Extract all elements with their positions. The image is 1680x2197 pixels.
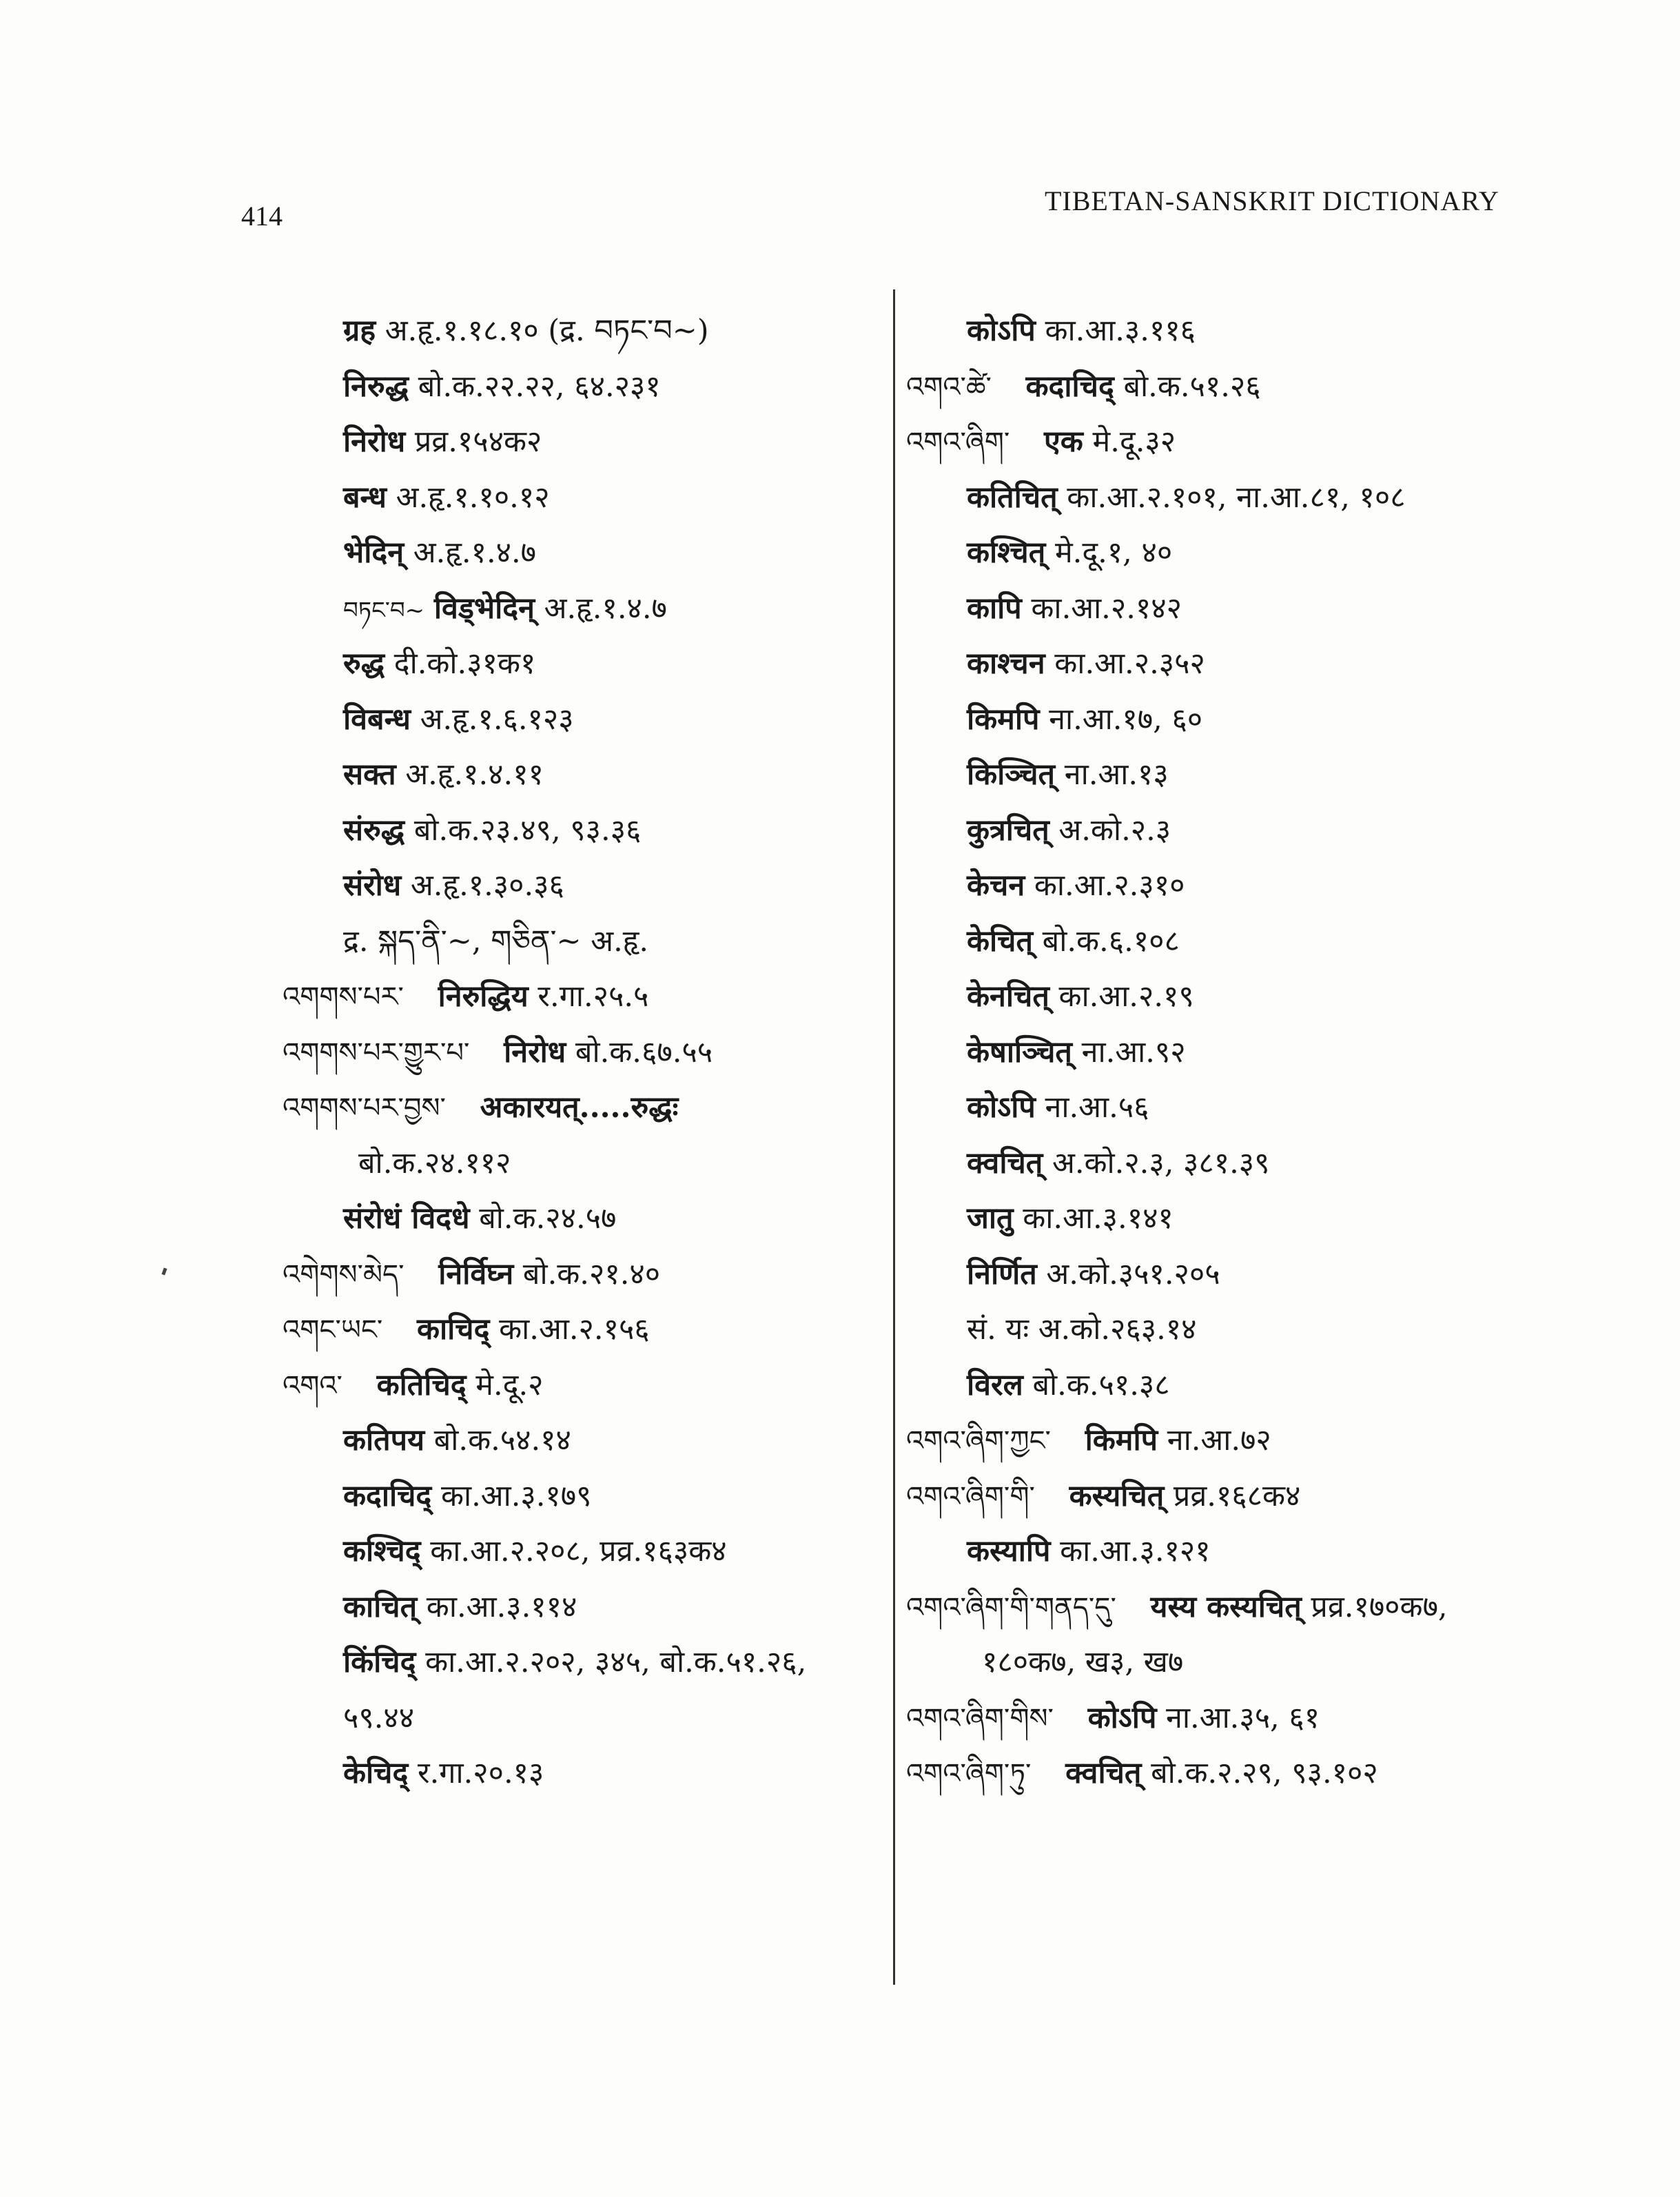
sanskrit-equivalent: कस्यापि (967, 1534, 1051, 1568)
sanskrit-equivalent: कतिपय (343, 1423, 425, 1458)
tibetan-compound: བཏང་བ~ (343, 596, 425, 624)
dictionary-sense-line (906, 1302, 1664, 1358)
source-reference: बो.क.२४.११२ (358, 1145, 511, 1181)
dictionary-headword-entry (283, 969, 889, 1025)
dictionary-sense-line (906, 1635, 1664, 1690)
sanskrit-equivalent: काचिद् (417, 1312, 490, 1347)
sanskrit-equivalent: निरुद्ध (343, 369, 409, 404)
source-reference: प्रव्र.१५४क२ (414, 425, 542, 459)
dictionary-sense-line (283, 1413, 889, 1469)
sanskrit-equivalent: निरुद्धिय (438, 979, 529, 1014)
dictionary-sense-line (283, 1690, 889, 1746)
tibetan-headword: འགགས་པར་གྱུར་པ་ (283, 1036, 470, 1069)
dictionary-sense-line (906, 747, 1664, 803)
sanskrit-equivalent: कतिचित् (967, 480, 1058, 515)
source-reference: ना.आ.९२ (1081, 1034, 1186, 1070)
dictionary-sense-line (283, 581, 889, 637)
source-reference: बो.क.२४.५७ (479, 1201, 617, 1236)
tibetan-headword: འགའ་ཞིག་ཏུ་ (906, 1758, 1032, 1790)
sanskrit-equivalent: किमपि (1085, 1423, 1158, 1458)
source-reference: बो.क.५१.२६ (1123, 369, 1261, 404)
dictionary-sense-line (283, 1191, 889, 1247)
source-reference: का.आ.३.१४१ (1023, 1201, 1174, 1236)
sanskrit-equivalent: अकारयत्.....रुद्धः (480, 1090, 679, 1125)
dictionary-sense-line (283, 1469, 889, 1524)
dictionary-sense-line (283, 803, 889, 859)
source-reference: ना.आ.७२ (1167, 1423, 1271, 1458)
source-reference: का.आ.३.११६ (1045, 314, 1196, 348)
dictionary-sense-line (283, 1635, 889, 1690)
sanskrit-equivalent: कोऽपि (967, 1090, 1036, 1125)
tibetan-headword: འགའ་ཞིག་གི་གནད་དུ་ (906, 1591, 1116, 1624)
dictionary-sense-line (283, 303, 889, 359)
dictionary-headword-entry (906, 1413, 1664, 1469)
dictionary-headword-entry (283, 1025, 889, 1081)
sanskrit-equivalent: क्वचित् (1065, 1756, 1142, 1790)
sanskrit-equivalent: भेदिन् (343, 535, 404, 570)
source-reference: अ.हृ.१.६.१२३ (420, 702, 574, 737)
sanskrit-equivalent: निरोध (504, 1034, 566, 1070)
sanskrit-equivalent: काश्चन (967, 646, 1045, 681)
sanskrit-equivalent: संरोधं विदधे (343, 1201, 470, 1236)
dictionary-sense-line (283, 636, 889, 692)
dictionary-sense-line (283, 1524, 889, 1580)
dictionary-sense-line (906, 303, 1664, 359)
tibetan-headword: འགེགས་མེད་ (283, 1258, 404, 1291)
source-reference: बो.क.६.१०८ (1042, 923, 1180, 959)
sanskrit-equivalent: केचित् (967, 923, 1033, 959)
sanskrit-equivalent: संरुद्ध (343, 813, 405, 848)
sanskrit-equivalent: केनचित् (967, 979, 1049, 1014)
dictionary-sense-line (283, 525, 889, 581)
sanskrit-equivalent: किञ्चित् (967, 757, 1056, 792)
source-reference: र.गा.२०.१३ (417, 1756, 544, 1790)
source-reference: द्र. སྐད་ནི་~, གཅིན་~ अ.हृ. (343, 923, 649, 959)
sanskrit-equivalent: एक (1044, 425, 1083, 459)
dictionary-sense-line (906, 1358, 1664, 1413)
source-reference: मे.दू.१, ४० (1054, 535, 1173, 570)
source-reference: ना.आ.५६ (1045, 1090, 1149, 1125)
source-reference: का.आ.२.२०८, प्रव्र.१६३क४ (430, 1534, 727, 1568)
sanskrit-equivalent: किंचिद् (343, 1645, 416, 1679)
dictionary-sense-line (906, 581, 1664, 637)
dictionary-headword-entry (283, 1358, 889, 1413)
dictionary-sense-line (906, 1247, 1664, 1302)
sanskrit-equivalent: क्वचित् (967, 1145, 1043, 1181)
sanskrit-equivalent: कुत्रचित् (967, 813, 1049, 848)
dictionary-sense-line (906, 636, 1664, 692)
dictionary-sense-line (283, 692, 889, 748)
sanskrit-equivalent: केषाञ्चित् (967, 1034, 1072, 1070)
source-reference: बो.क.५१.३८ (1032, 1367, 1170, 1402)
dictionary-sense-line (283, 1136, 889, 1192)
source-reference: अ.हृ.१.४.७ (544, 591, 667, 626)
source-reference: दी.को.३१क१ (393, 646, 536, 681)
dictionary-sense-line (283, 1580, 889, 1635)
source-reference: का.आ.२.३५२ (1054, 646, 1205, 681)
dictionary-sense-line (283, 359, 889, 415)
tibetan-headword: འགའ་ (283, 1369, 342, 1402)
sanskrit-equivalent: विरल (967, 1367, 1023, 1402)
dictionary-sense-line (906, 692, 1664, 748)
dictionary-sense-line (906, 1191, 1664, 1247)
tibetan-headword: འགགས་པར་ (283, 981, 404, 1013)
source-reference: ना.आ.१७, ६० (1049, 702, 1203, 737)
left-column (283, 303, 889, 1801)
source-reference: अ.को.३५१.२०५ (1046, 1256, 1220, 1291)
source-reference: प्रव्र.१६८क४ (1173, 1478, 1301, 1513)
dictionary-sense-line (283, 1746, 889, 1801)
dictionary-sense-line (283, 470, 889, 526)
dictionary-headword-entry (283, 1080, 889, 1136)
source-reference: ना.आ.३५, ६१ (1166, 1700, 1320, 1735)
sanskrit-equivalent: निरोध (343, 425, 406, 459)
dictionary-sense-line (906, 803, 1664, 859)
sanskrit-equivalent: कापि (967, 591, 1022, 626)
sanskrit-equivalent: कतिचिद् (376, 1367, 467, 1402)
dictionary-sense-line (906, 914, 1664, 970)
right-column (906, 303, 1664, 1801)
source-reference: अ.हृ.१.३०.३६ (410, 868, 564, 903)
dictionary-headword-entry (906, 1746, 1664, 1801)
dictionary-sense-line (283, 858, 889, 914)
scan-speck (161, 1267, 167, 1275)
source-reference: का.आ.२.३१० (1034, 868, 1185, 903)
sanskrit-equivalent: निर्णित (967, 1256, 1037, 1291)
dictionary-headword-entry (906, 1580, 1664, 1635)
sanskrit-equivalent: कदाचिद् (1025, 369, 1114, 404)
source-reference: का.आ.२.१४२ (1031, 591, 1182, 626)
source-reference: का.आ.२.१९ (1058, 979, 1194, 1014)
dictionary-headword-entry (906, 414, 1664, 470)
dictionary-headword-entry (283, 1247, 889, 1302)
dictionary-sense-line (906, 858, 1664, 914)
sanskrit-equivalent: कश्चिद् (343, 1534, 421, 1568)
dictionary-sense-line (283, 747, 889, 803)
source-reference: ना.आ.१३ (1064, 757, 1169, 792)
sanskrit-equivalent: बन्ध (343, 480, 387, 515)
dictionary-sense-line (906, 969, 1664, 1025)
source-reference: का.आ.२.१५६ (499, 1312, 650, 1347)
tibetan-headword: འགའ་ཚེ་ (906, 371, 992, 403)
source-reference: अ.को.२.३, ३८१.३९ (1052, 1145, 1270, 1181)
sanskrit-equivalent: निर्विघ्न (438, 1256, 514, 1291)
sanskrit-equivalent: कोऽपि (967, 314, 1036, 348)
source-reference: बो.क.६७.५५ (575, 1034, 713, 1070)
running-head: TIBETAN-SANSKRIT DICTIONARY (1045, 185, 1499, 216)
dictionary-sense-line (906, 1025, 1664, 1081)
dictionary-sense-line (283, 914, 889, 970)
sanskrit-equivalent: जातु (967, 1201, 1014, 1236)
dictionary-sense-line (906, 1524, 1664, 1580)
dictionary-sense-line (283, 414, 889, 470)
sanskrit-equivalent: कदाचिद् (343, 1478, 432, 1513)
dictionary-sense-line (906, 470, 1664, 526)
source-reference: अ.हृ.१.१०.१२ (396, 480, 550, 515)
sanskrit-equivalent: कोऽपि (1087, 1700, 1157, 1735)
sanskrit-equivalent: ग्रह (343, 314, 376, 348)
source-reference: ५९.४४ (343, 1700, 415, 1735)
sanskrit-equivalent: केचिद् (343, 1756, 409, 1790)
dictionary-headword-entry (283, 1302, 889, 1358)
dictionary-sense-line (906, 1136, 1664, 1192)
dictionary-headword-entry (906, 1690, 1664, 1746)
source-reference: अ.हृ.१.४.११ (405, 757, 544, 792)
dictionary-headword-entry (906, 359, 1664, 415)
sanskrit-equivalent: संरोध (343, 868, 402, 903)
sanskrit-equivalent: काचित् (343, 1589, 418, 1624)
page-number: 414 (241, 201, 283, 232)
sanskrit-equivalent: कश्चित् (967, 535, 1046, 570)
sanskrit-equivalent: विड्भेदिन् (433, 591, 535, 626)
tibetan-headword: འགའ་ཞིག་གི་ (906, 1480, 1035, 1513)
tibetan-headword: འགགས་པར་བྱས་ (283, 1092, 446, 1124)
source-reference: का.आ.२.१०१, ना.आ.८१, १०८ (1067, 480, 1406, 515)
sanskrit-equivalent: किमपि (967, 702, 1040, 737)
column-divider (893, 289, 895, 1985)
source-reference: १८०क७, ख३, ख७ (982, 1645, 1184, 1679)
source-reference: बो.क.२१.४० (522, 1256, 661, 1291)
tibetan-headword: འགའ་ཞིག་ཀྱང་ (906, 1425, 1051, 1457)
dictionary-sense-line (906, 1080, 1664, 1136)
source-reference: का.आ.३.१७९ (440, 1478, 592, 1513)
sanskrit-equivalent: विबन्ध (343, 702, 411, 737)
source-reference: का.आ.२.२०२, ३४५, बो.क.५१.२६, (425, 1645, 807, 1679)
source-reference: र.गा.२५.५ (537, 979, 649, 1014)
source-reference: प्रव्र.१७०क७, (1311, 1589, 1448, 1624)
tibetan-headword: འགའ་ཞིག་ (906, 427, 1010, 458)
sanskrit-equivalent: यस्य कस्यचित् (1150, 1589, 1302, 1624)
source-reference: का.आ.३.११४ (426, 1589, 577, 1624)
source-reference: बो.क.५४.१४ (433, 1423, 571, 1458)
dictionary-headword-entry (906, 1469, 1664, 1524)
tibetan-headword: འགང་ཡང་ (283, 1314, 383, 1346)
source-reference: सं. यः अ.को.२६३.१४ (967, 1312, 1197, 1347)
source-reference: मे.दू.३२ (1092, 425, 1176, 459)
sanskrit-equivalent: सक्त (343, 757, 396, 792)
sanskrit-equivalent: कस्यचित् (1069, 1478, 1165, 1513)
source-reference: का.आ.३.१२१ (1060, 1534, 1211, 1568)
source-reference: अ.हृ.१.४.७ (413, 535, 537, 570)
dictionary-sense-line (906, 525, 1664, 581)
source-reference: बो.क.२३.४९, ९३.३६ (413, 813, 642, 848)
source-reference: बो.क.२२.२२, ६४.२३१ (418, 369, 661, 404)
source-reference: अ.को.२.३ (1058, 813, 1171, 848)
tibetan-headword: འགའ་ཞིག་གིས་ (906, 1702, 1054, 1735)
source-reference: अ.हृ.१.१८.१० (द्र. བཏང་བ~) (385, 314, 709, 348)
source-reference: मे.दू.२ (475, 1367, 544, 1402)
source-reference: बो.क.२.२९, ९३.१०२ (1151, 1756, 1378, 1790)
sanskrit-equivalent: रुद्ध (343, 646, 385, 681)
sanskrit-equivalent: केचन (967, 868, 1025, 903)
